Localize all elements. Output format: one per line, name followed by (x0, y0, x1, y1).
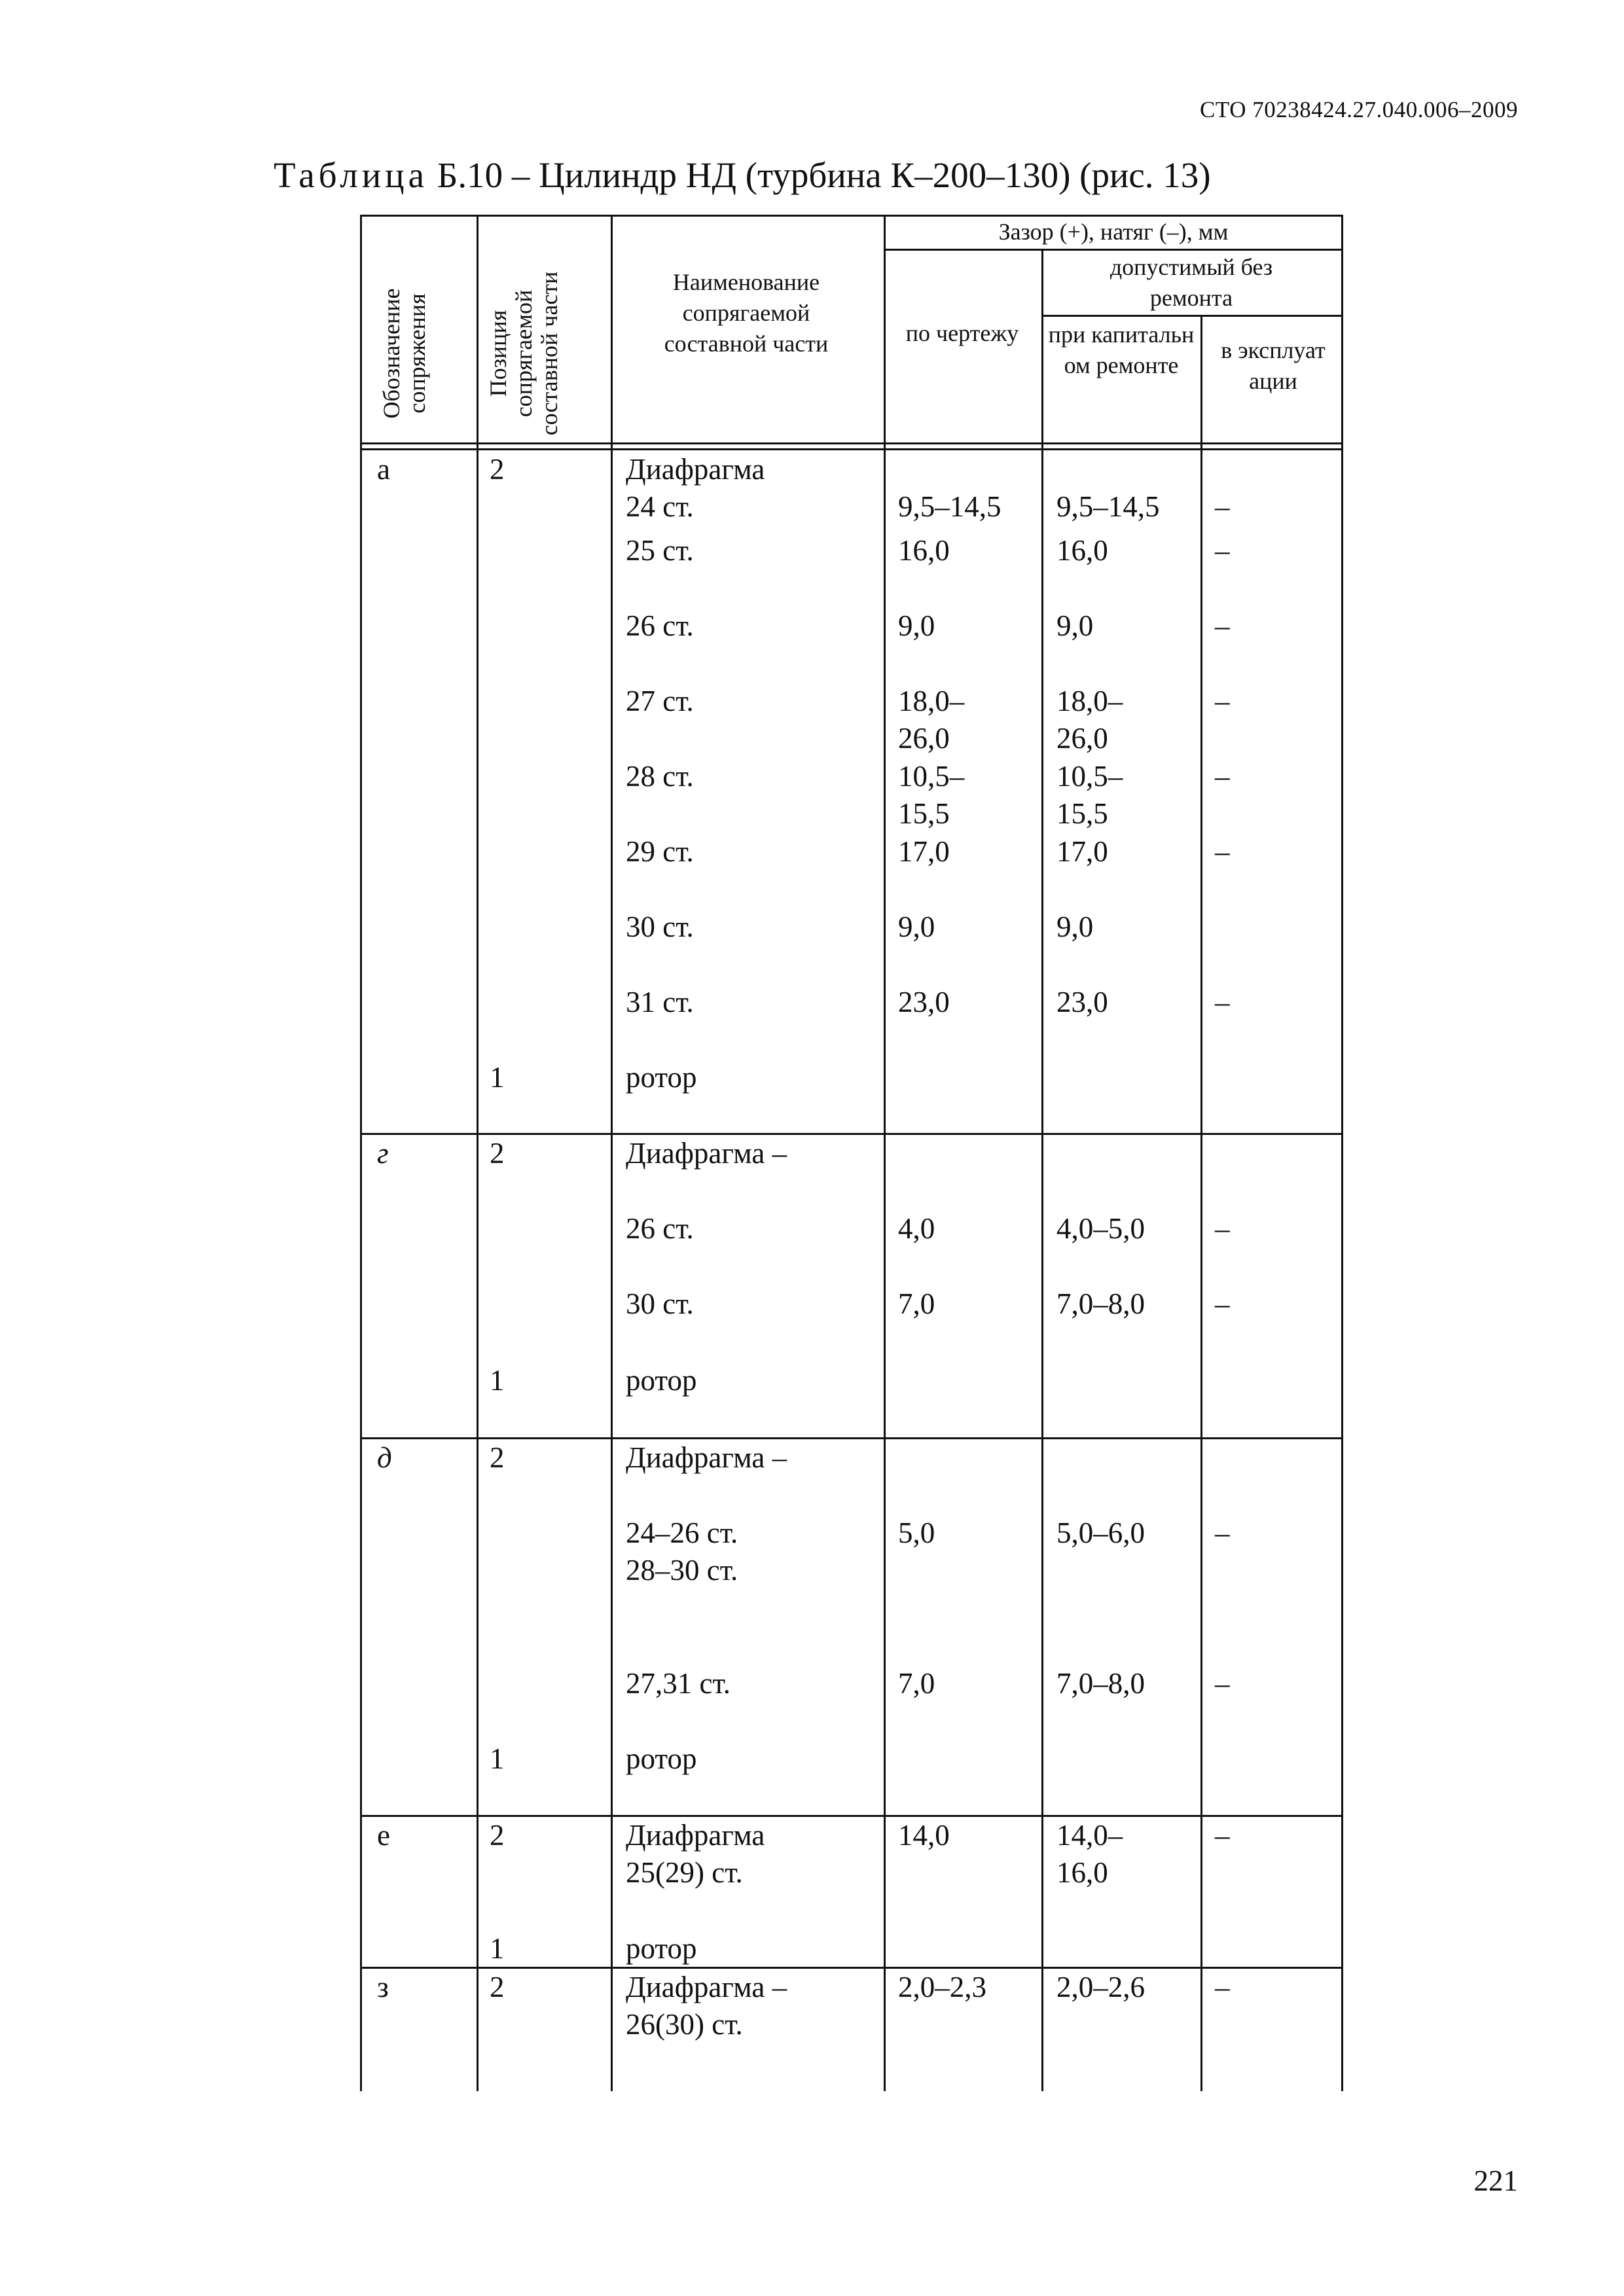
overhaul-cell: 9,5–14,5 (1056, 490, 1160, 523)
position-cell: 2 (490, 453, 505, 486)
by-drawing-cell: 17,0 (898, 835, 950, 868)
by-drawing-cell: 9,5–14,5 (898, 490, 1001, 523)
operation-cell: – (1215, 1212, 1230, 1245)
part-name-cell: ротор (626, 1061, 697, 1094)
part-name-cell: Диафрагма (626, 1819, 765, 1852)
part-name-cell: 26 ст. (626, 609, 694, 642)
operation-cell: – (1215, 609, 1230, 642)
operation-cell: – (1215, 986, 1230, 1018)
by-drawing-cell: 16,0 (898, 534, 950, 567)
overhaul-cell: 14,0– (1056, 1819, 1123, 1852)
document-code: СТО 70238424.27.040.006–2009 (1199, 97, 1518, 122)
by-drawing-cell: 9,0 (898, 609, 935, 642)
header-part-name: Наименование сопрягаемой составной части (664, 269, 829, 357)
by-drawing-cell: 7,0 (898, 1667, 935, 1700)
part-name-cell: 24–26 ст. (626, 1516, 738, 1549)
part-name-cell: 27 ст. (626, 685, 694, 717)
part-name-cell: ротор (626, 1364, 697, 1397)
by-drawing-cell: 10,5– (898, 760, 965, 793)
header-by-drawing: по чертежу (905, 320, 1019, 346)
position-cell: 2 (490, 1137, 505, 1170)
overhaul-cell: 17,0 (1056, 835, 1108, 868)
position-cell: 1 (490, 1061, 505, 1094)
header-designation: Обозначение сопряжения (378, 288, 430, 419)
part-name-cell: Диафрагма – (626, 1441, 787, 1474)
page-number: 221 (1473, 2164, 1518, 2197)
part-name-cell: 27,31 ст. (626, 1667, 731, 1700)
table-border (360, 1133, 1343, 1135)
designation-cell: а (377, 453, 390, 486)
by-drawing-cell: 26,0 (898, 722, 950, 755)
part-name-cell: 31 ст. (626, 986, 694, 1018)
by-drawing-cell: 4,0 (898, 1212, 935, 1245)
overhaul-cell: 16,0 (1056, 534, 1108, 567)
position-cell: 1 (490, 1932, 505, 1965)
table-border (360, 215, 362, 2091)
by-drawing-cell: 9,0 (898, 910, 935, 943)
overhaul-cell: 9,0 (1056, 609, 1094, 642)
designation-cell: г (377, 1137, 389, 1170)
part-name-cell: 26 ст. (626, 1212, 694, 1245)
table-border (1341, 215, 1343, 2091)
by-drawing-cell: 15,5 (898, 797, 950, 830)
part-name-cell: 30 ст. (626, 1287, 694, 1320)
designation-cell: д (377, 1441, 392, 1474)
table-border (884, 249, 1343, 251)
operation-cell: – (1215, 1287, 1230, 1320)
table-title-lead: Таблица (274, 155, 428, 195)
overhaul-cell: 23,0 (1056, 986, 1108, 1018)
position-cell: 2 (490, 1441, 505, 1474)
table-border (360, 1967, 1343, 1969)
overhaul-cell: 9,0 (1056, 910, 1094, 943)
overhaul-cell: 16,0 (1056, 1856, 1108, 1889)
part-name-cell: 25 ст. (626, 534, 694, 567)
overhaul-cell: 26,0 (1056, 722, 1108, 755)
operation-cell: – (1215, 534, 1230, 567)
operation-cell: – (1215, 760, 1230, 793)
designation-cell: з (377, 1971, 389, 2003)
header-position: Позиция сопрягаемой составной части (485, 271, 562, 436)
table-border (1200, 316, 1202, 2091)
designation-cell: е (377, 1819, 390, 1852)
overhaul-cell: 18,0– (1056, 685, 1123, 717)
table-border (360, 1437, 1343, 1439)
header-at-overhaul: при капитальн ом ремонте (1048, 321, 1195, 378)
table-border (360, 1815, 1343, 1817)
by-drawing-cell: 18,0– (898, 685, 965, 717)
header-in-operation: в эксплуат ации (1221, 337, 1326, 394)
overhaul-cell: 15,5 (1056, 797, 1108, 830)
part-name-cell: ротор (626, 1932, 697, 1965)
header-gap-group: Зазор (+), натяг (–), мм (998, 219, 1229, 245)
overhaul-cell: 5,0–6,0 (1056, 1516, 1145, 1549)
position-cell: 2 (490, 1819, 505, 1852)
table-border (477, 215, 478, 2091)
part-name-cell: 30 ст. (626, 910, 694, 943)
part-name-cell: ротор (626, 1742, 697, 1775)
operation-cell: – (1215, 1516, 1230, 1549)
operation-cell: – (1215, 1819, 1230, 1852)
part-name-cell: 28 ст. (626, 760, 694, 793)
table-border (1041, 249, 1043, 2091)
part-name-cell: Диафрагма – (626, 1137, 787, 1170)
overhaul-cell: 4,0–5,0 (1056, 1212, 1145, 1245)
by-drawing-cell: 23,0 (898, 986, 950, 1018)
operation-cell: – (1215, 835, 1230, 868)
operation-cell: – (1215, 1971, 1230, 2003)
operation-cell: – (1215, 490, 1230, 523)
overhaul-cell: 7,0–8,0 (1056, 1287, 1145, 1320)
by-drawing-cell: 5,0 (898, 1516, 935, 1549)
overhaul-cell: 10,5– (1056, 760, 1123, 793)
part-name-cell: 26(30) ст. (626, 2008, 743, 2041)
by-drawing-cell: 14,0 (898, 1819, 950, 1852)
table-border (884, 215, 886, 2091)
part-name-cell: 29 ст. (626, 835, 694, 868)
operation-cell: – (1215, 685, 1230, 717)
header-allowed-group: допустимый без ремонта (1110, 254, 1273, 311)
overhaul-cell: 2,0–2,6 (1056, 1971, 1145, 2003)
position-cell: 2 (490, 1971, 505, 2003)
part-name-cell: Диафрагма (626, 453, 765, 486)
table-border (611, 215, 613, 2091)
table-title-text: Б.10 – Цилиндр НД (турбина К–200–130) (рис. 13) (437, 155, 1211, 195)
part-name-cell: 28–30 ст. (626, 1554, 738, 1587)
by-drawing-cell: 2,0–2,3 (898, 1971, 986, 2003)
position-cell: 1 (490, 1742, 505, 1775)
operation-cell: – (1215, 1667, 1230, 1700)
overhaul-cell: 7,0–8,0 (1056, 1667, 1145, 1700)
position-cell: 1 (490, 1364, 505, 1397)
by-drawing-cell: 7,0 (898, 1287, 935, 1320)
table-title (274, 154, 1211, 196)
part-name-cell: 25(29) ст. (626, 1856, 743, 1889)
part-name-cell: Диафрагма – (626, 1971, 787, 2003)
table-border (1041, 315, 1343, 317)
part-name-cell: 24 ст. (626, 490, 694, 523)
